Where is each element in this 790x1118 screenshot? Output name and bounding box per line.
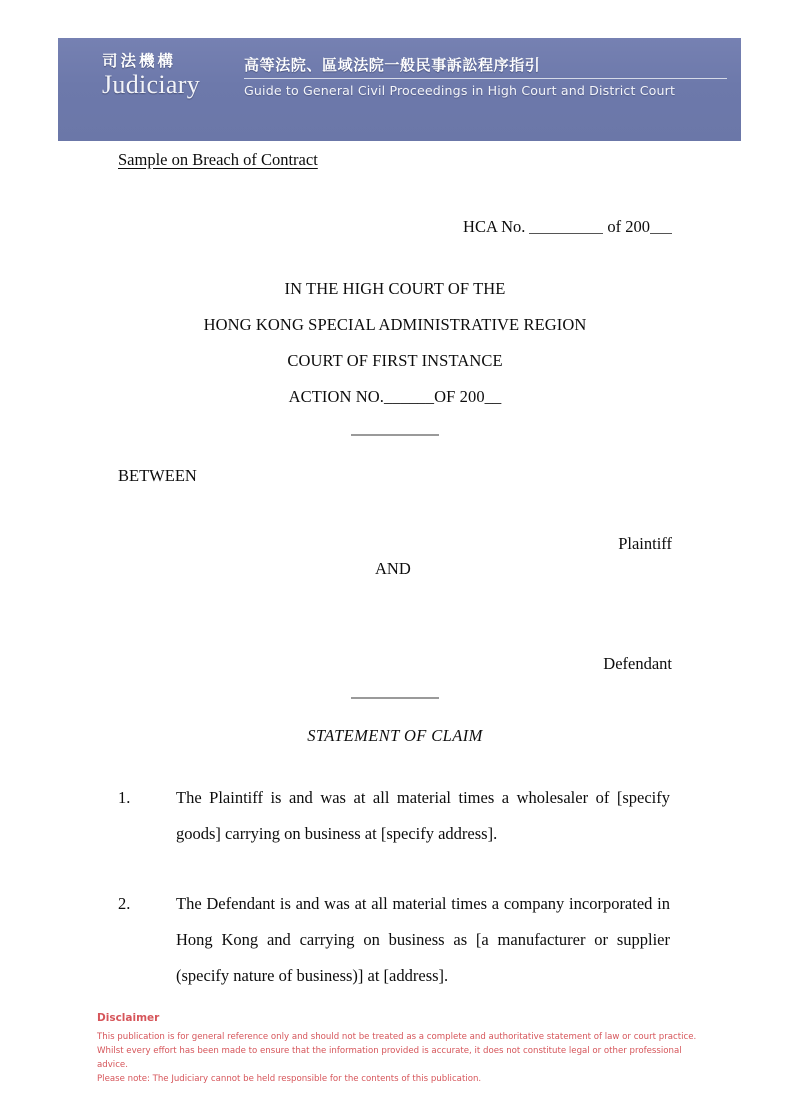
court-heading-line-4: ACTION NO.______OF 200__: [288, 386, 502, 406]
clause-item: [118, 780, 670, 852]
plaintiff-row: [0, 534, 790, 558]
banner-title-chinese: 高等法院、區域法院一般民事訴訟程序指引: [244, 56, 541, 74]
judiciary-logo-chinese: 司法機構: [102, 52, 177, 70]
judiciary-header-banner: [58, 38, 741, 141]
case-number-blank: [529, 233, 603, 234]
case-year-blank: [650, 233, 672, 234]
clause-text: The Defendant is and was at all material times a company incorporated in Hong Kong and carrying on business as [a manufacturer or supplier (specify nature of business)] at [address].: [176, 893, 670, 985]
clause-item: [118, 886, 670, 994]
plaintiff-label: Plaintiff: [618, 533, 672, 553]
document-body: [0, 141, 790, 994]
court-heading-line-2: HONG KONG SPECIAL ADMINISTRATIVE REGION: [203, 314, 587, 334]
clause-number: 1.: [118, 787, 131, 807]
court-heading-line-3: COURT OF FIRST INSTANCE: [287, 350, 503, 370]
disclaimer-paragraph-2: Please note: The Judiciary cannot be held responsible for the contents of this publication.: [97, 1073, 482, 1084]
disclaimer-paragraph-1: This publication is for general reference only and should not be treated as a complete and authoritative statement of law or court practice. Whilst every effort has been made to ensure that the information provided is accurate, it does not constitute legal or other professional advice.: [97, 1032, 697, 1070]
clause-text: The Plaintiff is and was at all material times a wholesaler of [specify goods] carrying on business at [specify address].: [176, 787, 670, 843]
case-number-middle: of 200: [607, 217, 650, 236]
clause-number: 2.: [118, 893, 131, 913]
judiciary-logo: [102, 52, 230, 98]
plaintiff-name-blank-space: [0, 486, 790, 534]
and-label: AND: [375, 558, 411, 578]
court-heading: [0, 271, 790, 415]
separator-rule-top: [351, 434, 439, 436]
banner-content: [102, 52, 727, 141]
banner-title-block: [230, 52, 727, 100]
defendant-label: Defendant: [603, 653, 672, 673]
case-number-line: [0, 217, 734, 237]
sample-title-wrapper: [0, 141, 790, 170]
statement-of-claim-heading: STATEMENT OF CLAIM: [307, 725, 483, 745]
and-row: [0, 559, 790, 583]
separator-rule-bottom: [351, 697, 439, 699]
case-number-prefix: HCA No.: [463, 217, 526, 236]
court-heading-line-1: IN THE HIGH COURT OF THE: [284, 279, 506, 298]
banner-title-english: Guide to General Civil Proceedings in High Court and District Court: [244, 83, 676, 99]
banner-divider-rule: [244, 78, 727, 79]
defendant-row: [0, 654, 790, 678]
defendant-name-blank-space: [0, 583, 790, 654]
disclaimer-title: Disclaimer: [97, 1012, 160, 1024]
judiciary-logo-english: Judiciary: [102, 69, 201, 99]
disclaimer-footer: [97, 1012, 697, 1087]
between-label: BETWEEN: [118, 465, 197, 485]
sample-title: Sample on Breach of Contract: [118, 150, 318, 169]
